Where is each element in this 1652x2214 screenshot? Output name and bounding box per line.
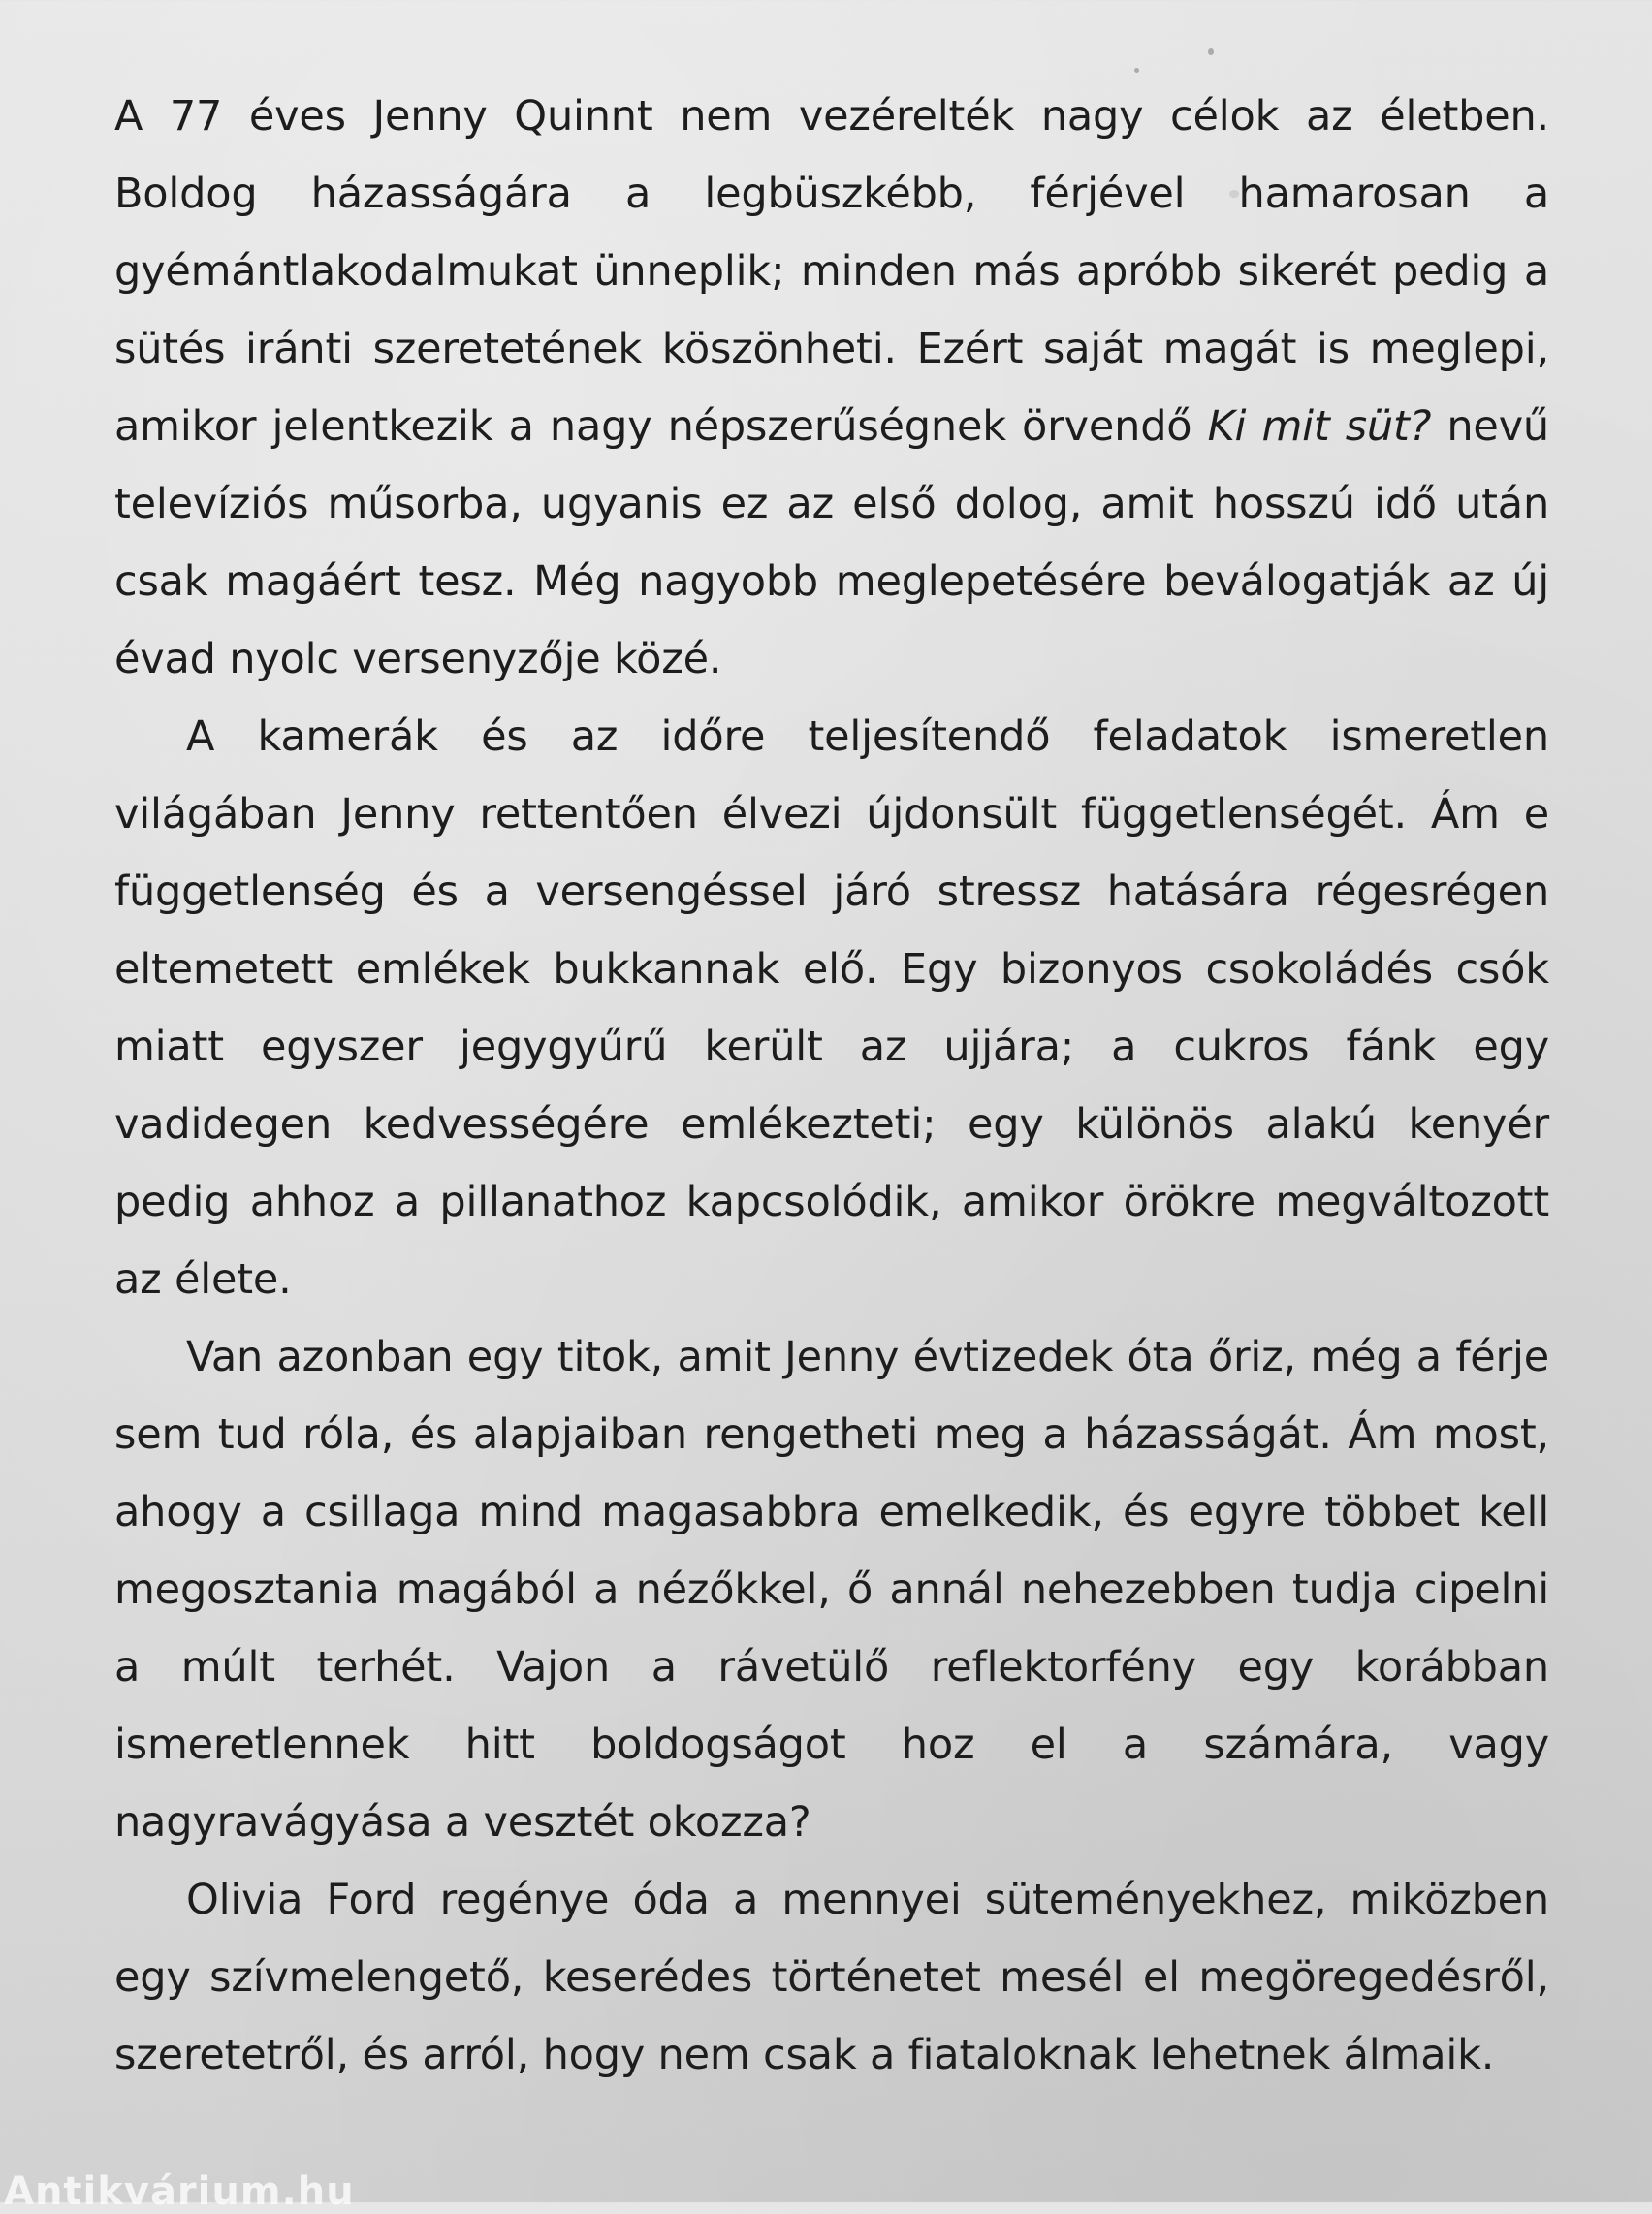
paper-speck <box>1134 68 1139 73</box>
blurb-paragraph-1-intro: A 77 éves Jenny Quinnt nem vezérelték nagy célok az életben. Boldog házasságára a legbüszkébb, férjével hamarosan a gyémántlakodalmukat ünneplik; minden más apróbb sikerét pedig a sütés iránti szeretetének köszönheti. Ezért saját magát is meglepi, amikor jelentkezik a nagy népszerűségnek örvendő <box>114 92 1549 451</box>
blurb-paragraph-4: Olivia Ford regénye óda a mennyei süteményekhez, miközben egy szívmelengető, keserédes történetet mesél el megöregedésről, szeretetről, és arról, hogy nem csak a fiataloknak lehetnek álmaik. <box>114 1876 1549 2079</box>
watermark: Antikvárium.hu <box>4 2169 355 2214</box>
tv-show-title: Ki mit süt? <box>1207 402 1432 451</box>
paper-speck <box>1208 48 1214 55</box>
blurb-paragraph-1-rest: nevű televíziós műsorba, ugyanis ez az első dolog, amit hosszú idő után csak magáért tesz. Még nagyobb meglepetésére beválogatják az új évad nyolc versenyzője közé. <box>114 402 1549 683</box>
blurb-paragraph-2: A kamerák és az időre teljesítendő feladatok ismeretlen világában Jenny rettentően élvezi újdonsült függetlenségét. Ám e függetlenség és a versengéssel járó stressz hatására régesrégen eltemetett emlékek bukkannak elő. Egy bizonyos csokoládés csók miatt egyszer jegygyűrű került az ujjára; a cukros fánk egy vadidegen kedvességére emlékezteti; egy különös alakú kenyér pedig ahhoz a pillanathoz kapcsolódik, amikor örökre megváltozott az élete. <box>114 712 1549 1304</box>
blurb-paragraph-1 <box>114 78 1549 698</box>
blurb-text <box>114 78 1549 2094</box>
blurb-paragraph-3: Van azonban egy titok, amit Jenny évtizedek óta őriz, még a férje sem tud róla, és alapjaiban rengetheti meg a házasságát. Ám most, ahogy a csillaga mind magasabbra emelkedik, és egyre többet kell megosztania magából a nézőkkel, ő annál nehezebben tudja cipelni a múlt terhét. Vajon a rávetülő reflektorfény egy korábban ismeretlennek hitt boldogságot hoz el a számára, vagy nagyravágyása a vesztét okozza? <box>114 1333 1549 1847</box>
